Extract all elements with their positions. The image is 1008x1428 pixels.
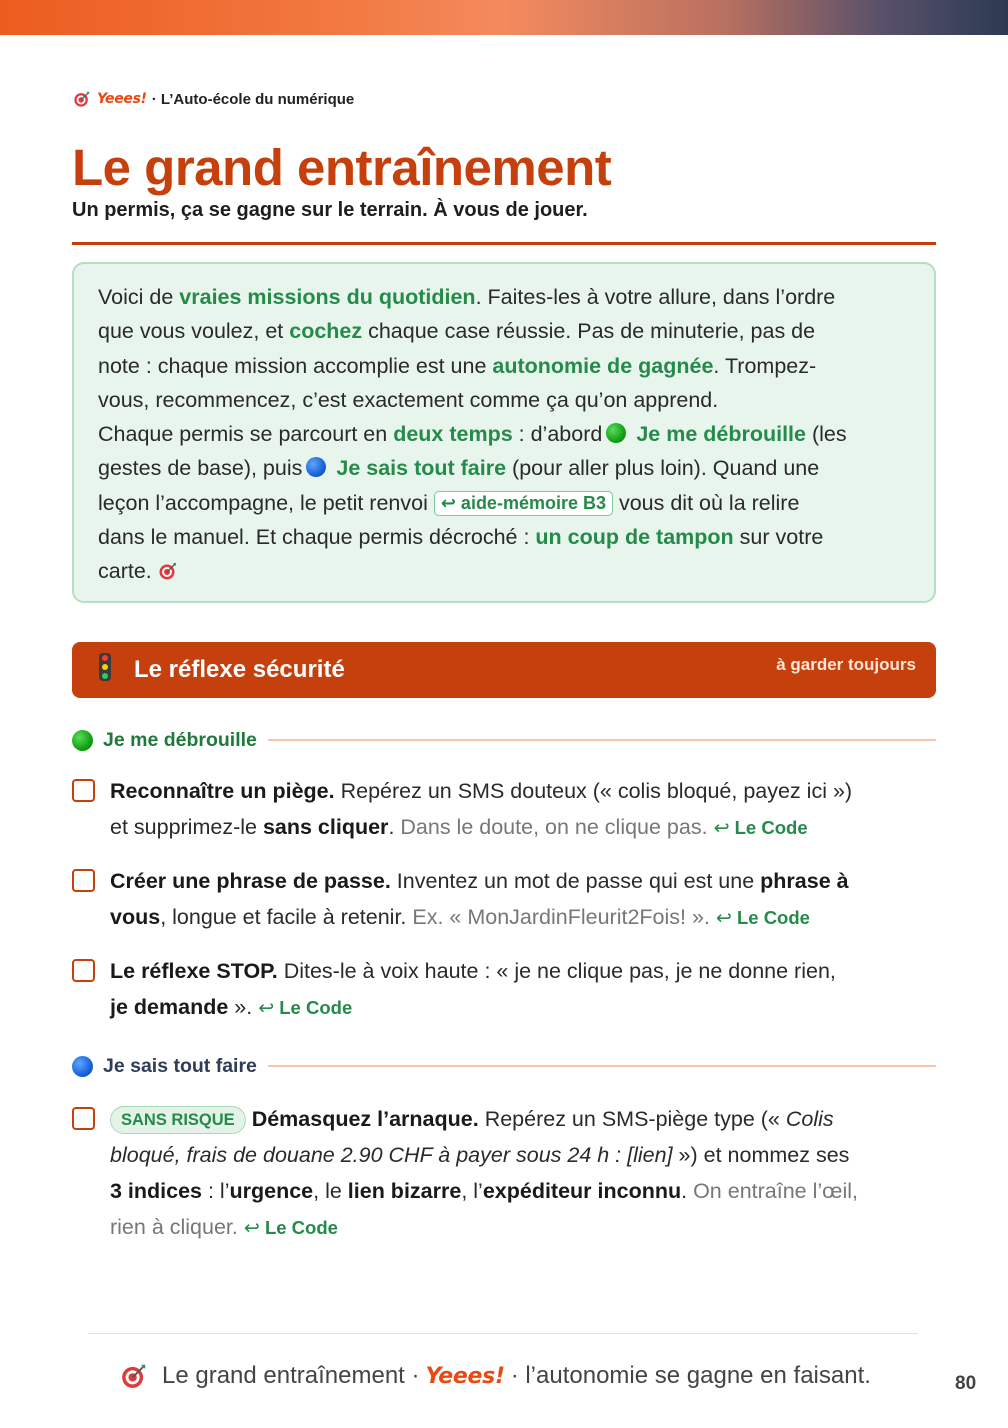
intro-line: dans le manuel. Et chaque permis décroché : un coup de tampon sur votre [98,525,824,550]
footer [120,1362,871,1390]
code-reference-link[interactable]: ↩ Le Code [713,817,808,839]
code-reference-link[interactable]: ↩ Le Code [715,907,810,929]
top-gradient-bar [0,0,1008,35]
level-divider [268,1065,936,1067]
intro-line: gestes de base), puis Je sais tout faire (pour aller plus loin). Quand une [98,456,820,481]
section-title: Le réflexe sécurité [134,656,345,683]
brand-line [73,89,354,109]
intro-line: Voici de vraies missions du quotidien. Faites-les à votre allure, dans l’ordre [98,285,836,309]
brand-logo: Yeees! [97,91,147,107]
blue-dot-icon [306,457,326,477]
mission-item: Le réflexe STOP. Dites-le à voix haute : « je ne clique pas, je ne donne rien, je demande ». ↩ Le Code [72,953,940,1027]
page-title: Le grand entraînement [72,139,612,196]
target-icon [73,90,91,108]
mission-title: Le réflexe STOP. [110,959,278,983]
return-arrow-icon: ↩ [243,1218,260,1239]
mission-item: SANS RISQUE Démasquez l’arnaque. Repérez un SMS-piège type (« Colis bloqué, frais de douane 2.90 CHF à payer sous 24 h : [lien] ») et nommez ses 3 indices : l’urgence, le lien bizarre, l’expéditeur inconnu. On entraîne l’œil, rien à cliquer. ↩ Le Code [72,1101,940,1247]
safety-tag: SANS RISQUE [110,1106,246,1134]
level-label: Je sais tout faire [103,1054,257,1077]
page-subtitle: Un permis, ça se gagne sur le terrain. À vous de jouer. [72,199,588,221]
footer-brand-logo: Yeees! [425,1363,505,1389]
mission-checkbox[interactable] [72,869,95,892]
intro-line: que vous voulez, et cochez chaque case réussie. Pas de minuterie, pas de [98,319,816,344]
green-dot-icon [606,423,626,443]
mission-title: Démasquez l’arnaque. [251,1107,479,1131]
traffic-light-icon [99,653,111,681]
intro-line: vous, recommencez, c’est exactement comme ça qu’on apprend. [98,387,719,412]
level-divider [268,739,936,741]
blue-dot-icon [72,1056,93,1077]
intro-line: note : chaque mission accomplie est une autonomie de gagnée. Trompez- [98,353,817,378]
mission-checkbox[interactable] [72,779,95,802]
mission-checkbox[interactable] [72,1107,95,1130]
intro-line: carte. [98,554,908,588]
intro-line: leçon l’accompagne, le petit renvoi ↩ aide-mémoire B3 vous dit où la relire [98,490,800,515]
section-header [72,642,936,698]
mission-title: Reconnaître un piège. [110,779,335,803]
page-number: 80 [955,1373,977,1394]
section-tag: à garder toujours [776,655,916,674]
code-reference-link[interactable]: ↩ Le Code [243,1217,338,1239]
intro-box [72,262,936,603]
target-icon [120,1362,148,1390]
brand-tagline: · L’Auto-école du numérique [151,90,355,108]
mission-item: Créer une phrase de passe. Inventez un mot de passe qui est une phrase à vous, longue et facile à retenir. Ex. « MonJardinFleurit2Fois! ». ↩ Le Code [72,863,940,937]
level-header-tout-faire [72,1054,936,1078]
title-divider [72,242,936,245]
footer-text-left: Le grand entraînement · [162,1362,420,1389]
mission-title: Créer une phrase de passe. [110,869,391,893]
footer-divider [88,1333,918,1334]
reference-badge: ↩ aide-mémoire B3 [434,491,613,516]
target-icon [158,561,178,581]
return-arrow-icon: ↩ [258,998,275,1019]
level-header-debrouille [72,728,936,752]
code-reference-link[interactable]: ↩ Le Code [258,997,353,1019]
mission-checkbox[interactable] [72,959,95,982]
level-label: Je me débrouille [103,728,257,751]
return-arrow-icon: ↩ [715,908,732,929]
footer-text-right: · l’autonomie se gagne en faisant. [510,1362,871,1389]
green-dot-icon [72,730,93,751]
return-arrow-icon: ↩ [713,818,730,839]
mission-item: Reconnaître un piège. Repérez un SMS douteux (« colis bloqué, payez ici ») et supprimez-le sans cliquer. Dans le doute, on ne clique pas. ↩ Le Code [72,773,940,847]
intro-line: Chaque permis se parcourt en deux temps : d’abord Je me débrouille (les [98,422,847,447]
